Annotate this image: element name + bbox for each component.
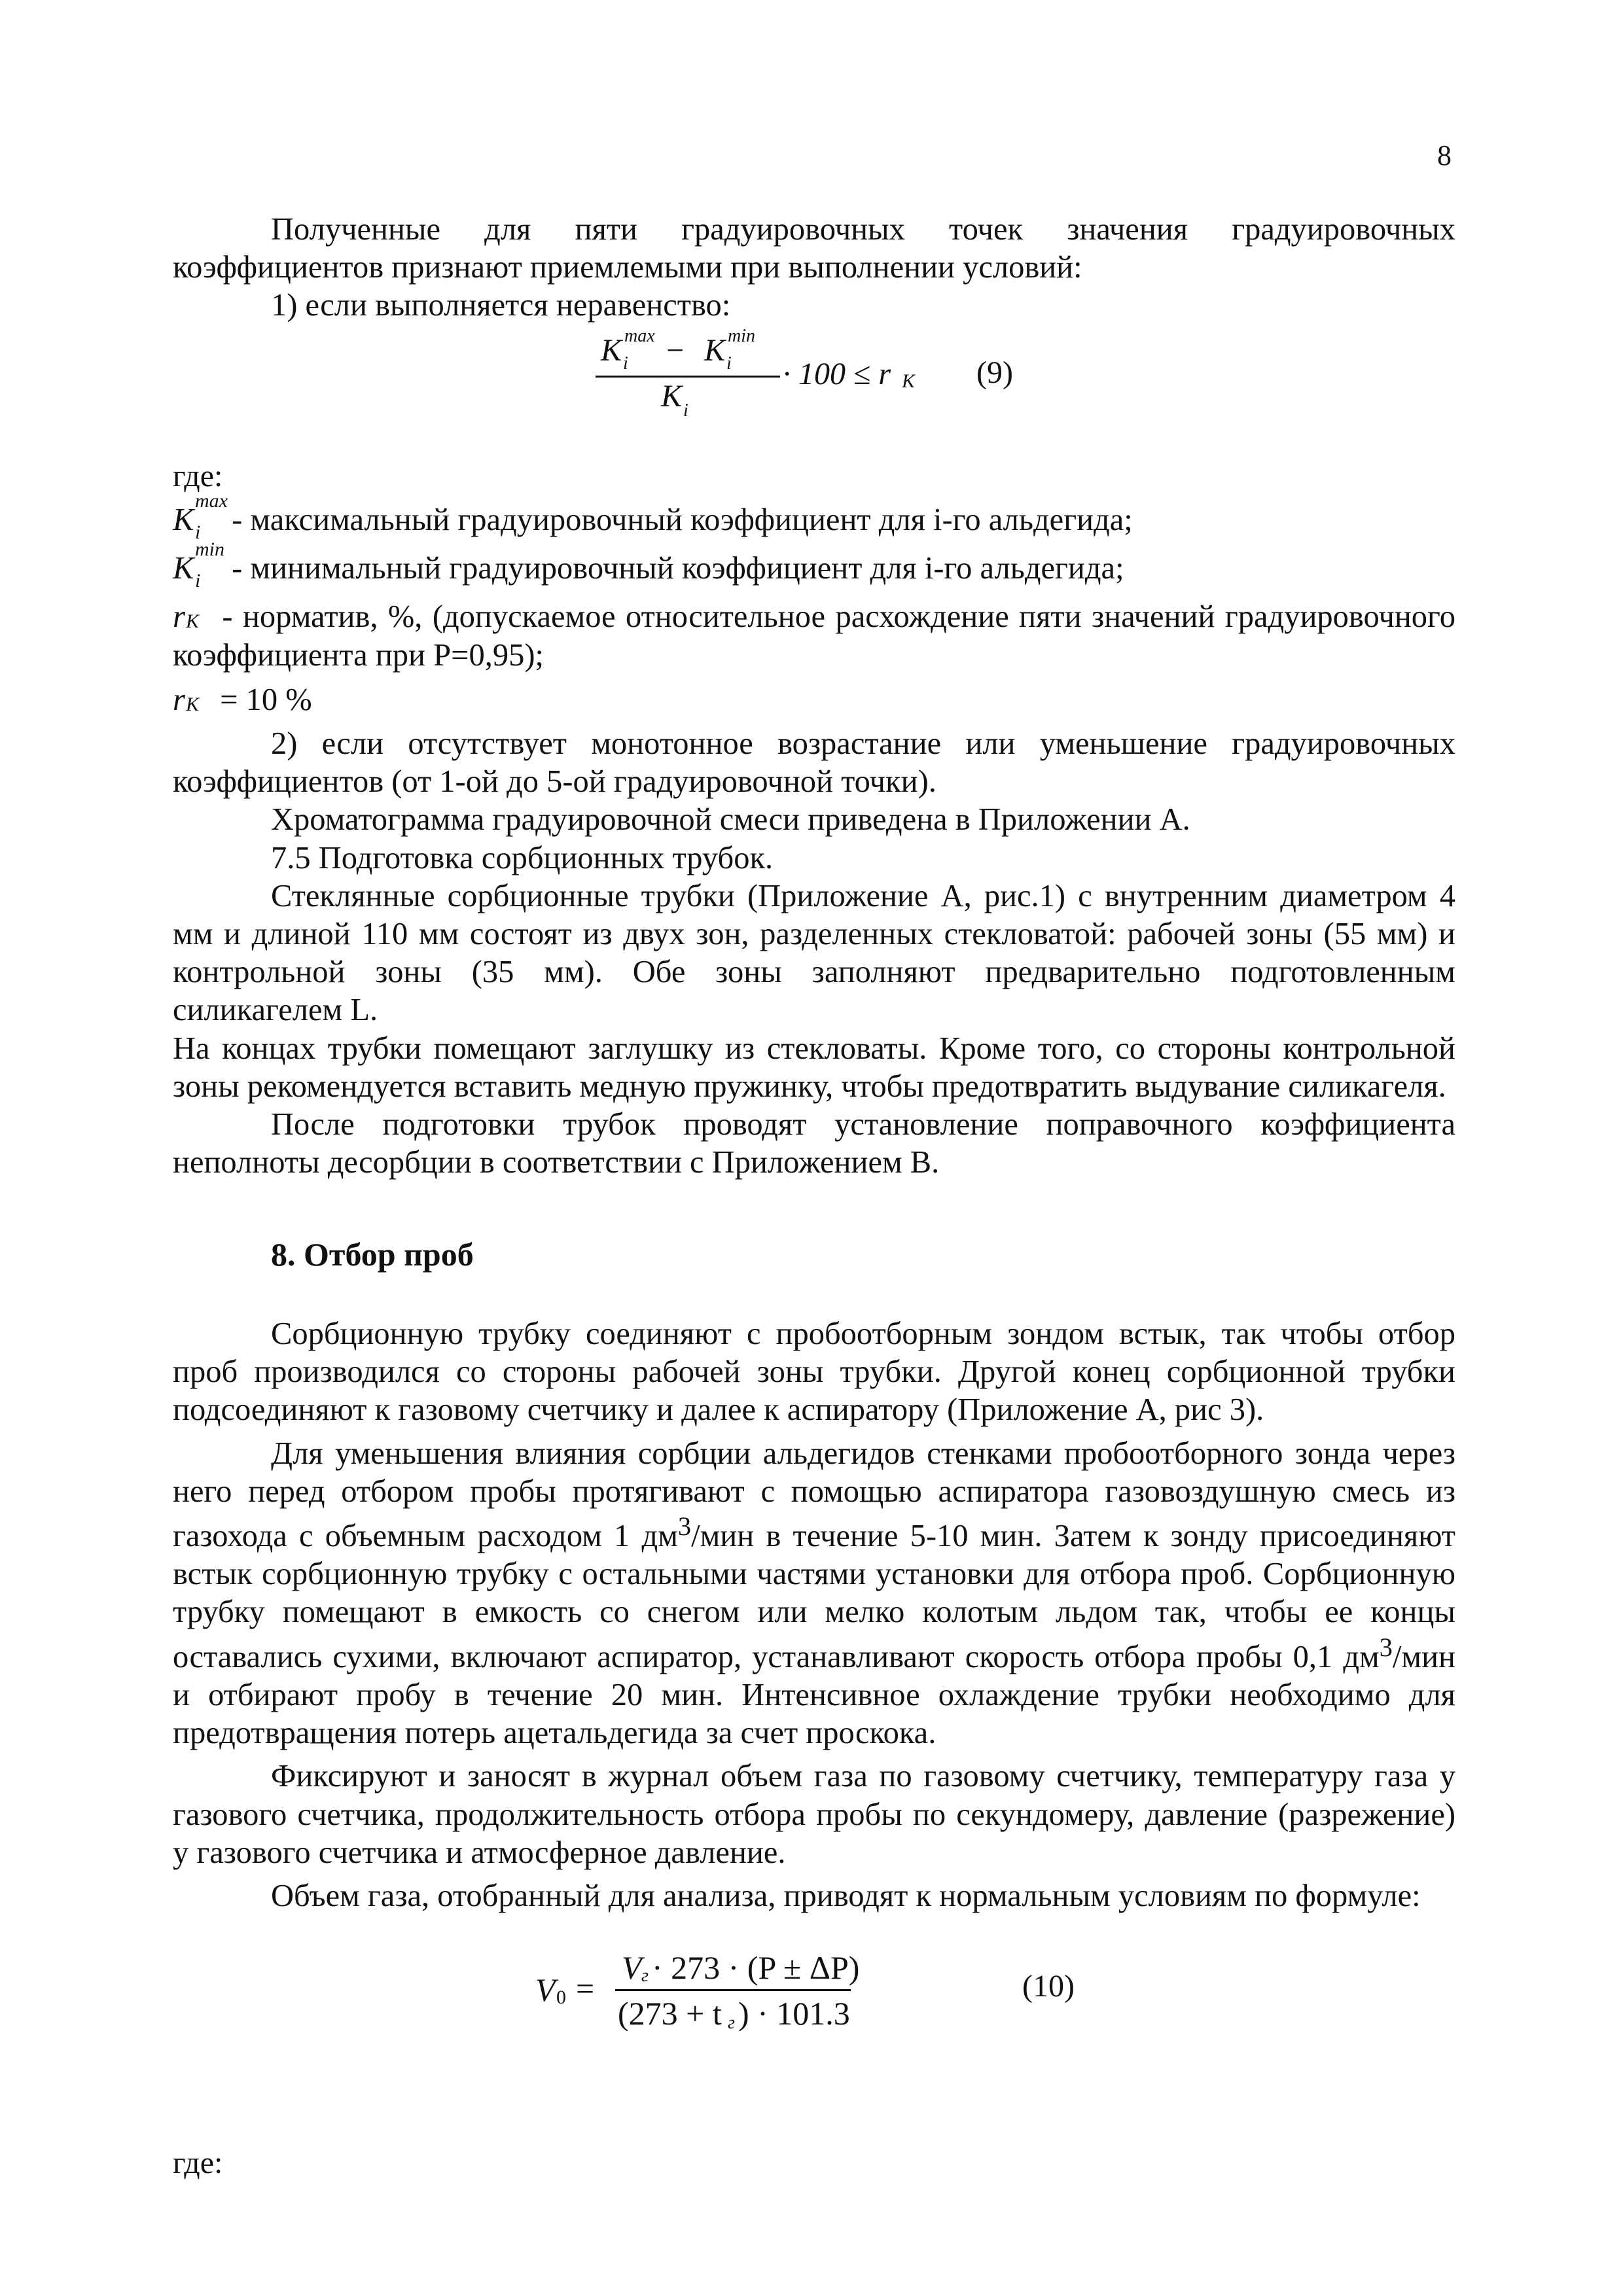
formula-9-fraction-bar bbox=[596, 376, 780, 378]
chromatogram-paragraph: Хроматограмма градуировочной смеси приведена в Приложении А. bbox=[271, 802, 1190, 838]
r-k-value-symbol: r K bbox=[173, 682, 200, 717]
intro-paragraph: Полученные для пяти градуировочных точек значения градуировочных коэффициентов признают приемлемыми при выполнении условий: bbox=[173, 212, 1455, 285]
sampling-paragraph-1: Сорбционную трубку соединяют с пробоотборным зондом встык, так чтобы отбор проб производился со стороны рабочей зоны трубки. Другой конец сорбционной трубки подсоединяют к газовому счетчику и далее к аспиратору (Приложение А, рис 3). bbox=[173, 1316, 1455, 1428]
formula-9-k-max: K bbox=[601, 333, 622, 368]
k-max-symbol: K max i bbox=[173, 490, 228, 543]
r-k-value: r K = 10 % bbox=[173, 681, 1455, 719]
formula-10-vg-sub: г bbox=[641, 1966, 649, 1986]
tube-ends-paragraph: На концах трубки помещают заглушку из стекловаты. Кроме того, со стороны контрольной зоны рекомендуется вставить медную пружинку, чтобы предотвратить выдувание силикагеля. bbox=[173, 1031, 1455, 1104]
formula-10-equals: = bbox=[576, 1970, 595, 2007]
condition-2-paragraph: 2) если отсутствует монотонное возрастание или уменьшение градуировочных коэффициентов (от 1-ой до 5-ой градуировочной точки). bbox=[173, 726, 1455, 800]
formula-9-number: (9) bbox=[976, 355, 1013, 390]
intro-block bbox=[173, 211, 1455, 325]
formula-10-numerator: · 273 · (P ± ΔP) bbox=[652, 1949, 860, 1986]
k-min-symbol: K min i bbox=[173, 539, 224, 592]
formula-9-rhs: · 100 ≤ r bbox=[783, 357, 891, 391]
section-8-block bbox=[173, 1315, 1455, 1915]
definition-k-max: K max i - максимальный градуировочный коэффициент для i-го альдегида; bbox=[173, 490, 1133, 543]
formula-9-sub-i-right: i bbox=[726, 353, 732, 374]
formula-10-fraction-bar bbox=[615, 1989, 851, 1991]
formula-9-sub-i-den: i bbox=[683, 400, 688, 421]
formula-10-vg: V bbox=[622, 1949, 642, 1986]
tubes-paragraph: Стеклянные сорбционные трубки (Приложение А, рис.1) с внутренним диаметром 4 мм и длиной 110 мм состоят из двух зон, разделенных стекловатой: рабочей зоны (55 мм) и контрольной зоны (35 мм). Обе зоны заполняют предварительно подготовленным силикагелем L. bbox=[173, 878, 1455, 1028]
formula-10-denominator-a: (273 + t bbox=[618, 1995, 722, 2032]
formula-9-k-min: K bbox=[704, 333, 726, 368]
condition-1-paragraph: 1) если выполняется неравенство: bbox=[271, 288, 731, 323]
definition-k-min: K min i - минимальный градуировочный коэффициент для i-го альдегида; bbox=[173, 539, 1124, 592]
section-8-heading: 8. Отбор проб bbox=[271, 1236, 474, 1273]
definitions-block bbox=[173, 490, 1455, 719]
formula-9-sup-max: max bbox=[624, 326, 655, 346]
formula-9-rhs-sub: K bbox=[902, 370, 916, 392]
formula-10-number: (10) bbox=[1022, 1969, 1075, 2004]
formula-10-v0-sub: 0 bbox=[556, 1987, 566, 2008]
conditions-block bbox=[173, 725, 1455, 1182]
section-7-5-title: 7.5 Подготовка сорбционных трубок. bbox=[271, 840, 774, 875]
definition-r-k: r K - норматив, %, (допускаемое относительное расхождение пяти значений градуировочного коэффициента при Р=0,95); bbox=[173, 599, 1455, 673]
where-label-1: где: bbox=[173, 459, 223, 493]
where-label-2: где: bbox=[173, 2146, 223, 2180]
formula-9-sub-i-left: i bbox=[623, 353, 628, 374]
formula-10-tg-sub: г bbox=[728, 2013, 735, 2033]
r-k-symbol: r K bbox=[173, 599, 200, 635]
formula-9-sup-min: min bbox=[728, 326, 755, 346]
formula-9-minus: − bbox=[666, 333, 685, 368]
formula-9-k-den: K bbox=[661, 379, 683, 414]
page-number: 8 bbox=[1437, 139, 1452, 171]
sampling-paragraph-4: Объем газа, отобранный для анализа, приводят к нормальным условиям по формуле: bbox=[271, 1878, 1421, 1913]
formula-10-v0: V bbox=[535, 1971, 556, 2008]
sampling-paragraph-2: Для уменьшения влияния сорбции альдегидов стенками пробоотборного зонда через него перед отбором пробы протягивают с помощью аспиратора газовоздушную смесь из газохода с объемным расходом 1 $дм^3$/мин в течение 5-10 мин. Затем к зонду присоединяют встык сорбционную трубку с остальными частями установки для отбора проб. Сорбционную трубку помещают в емкость со снегом или мелко колотым льдом так, чтобы ее концы оставались сухими, включают аспиратор, устанавливают скорость отбора пробы 0,1 $дм^3$/мин и отбирают пробу в течение 20 мин. Интенсивное охлаждение трубки необходимо для предотвращения потерь ацетальдегида за счет проскока. bbox=[173, 1436, 1455, 1751]
sampling-paragraph-3: Фиксируют и заносят в журнал объем газа по газовому счетчику, температуру газа у газового счетчика, продолжительность отбора пробы по секундомеру, давление (разрежение) у газового счетчика и атмосферное давление. bbox=[173, 1759, 1455, 1870]
desorption-paragraph: После подготовки трубок проводят установление поправочного коэффициента неполноты десорбции в соответствии с Приложением В. bbox=[173, 1106, 1455, 1180]
formula-10-denominator-b: ) · 101.3 bbox=[738, 1995, 850, 2032]
